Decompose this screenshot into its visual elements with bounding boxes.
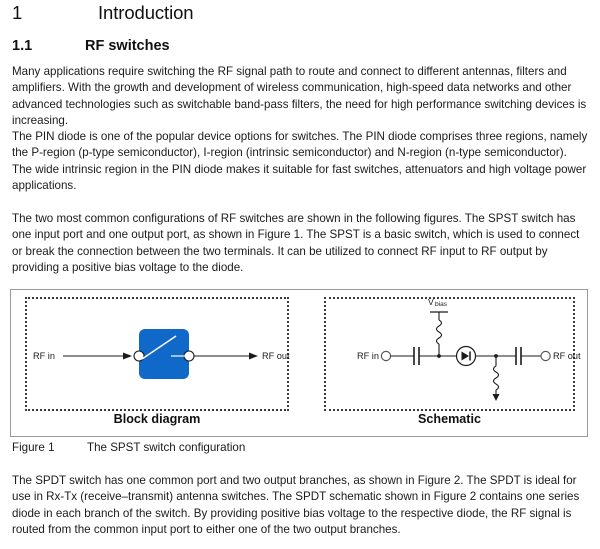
heading-1-title: Introduction [98,2,194,23]
schematic-output-label: RF out [553,351,581,361]
figure-caption-text: The SPST switch configuration [87,441,246,454]
panel-caption-block-diagram: Block diagram [113,412,201,426]
heading-1 [12,2,572,24]
heading-1-1 [12,38,572,54]
panel-caption-schematic: Schematic [418,412,481,426]
schematic-input-label: RF in [357,351,379,361]
figure-caption [12,441,245,454]
heading-1-1-title: RF switches [85,38,170,54]
figure-1-container [10,289,588,437]
block-output-label: RF out [262,351,290,361]
paragraph-4: The SPDT switch has one common port and two output branches, as shown in Figure 2. The SPDT is ideal for use in Rx-Tx (receive–transmit) antenna switches. The SPDT schematic shown in Figure 2 contains one series diode in each branch of the switch. By providing positive bias voltage to the respective diode, the RF signal is routed from the common input port to either one of the two output branches. [12,474,580,536]
block-diagram-drawing [11,290,311,420]
vbias-subscript: bias [435,301,448,308]
heading-1-number: 1 [12,2,23,23]
paragraph-3: The two most common configurations of RF switches are shown in the following figures. The SPST switch has one input port and one output port, as shown in Figure 1. The SPST is a basic switch, which is used to connect or break the connection between the two terminals. It can be utilized to connect RF input to RF output by providing a positive bias voltage to the diode. [12,212,580,274]
figure-caption-label: Figure 1 [12,441,55,454]
paragraph-2: The PIN diode is one of the popular device options for switches. The PIN diode comprises three regions, namely the P-region (p-type semiconductor), I-region (intrinsic semiconductor) and N-region (n-type semiconductor). The wide intrinsic region in the PIN diode makes it suitable for fast switches, attenuators and high voltage power applications. [12,130,588,192]
paragraph-1: Many applications require switching the RF signal path to route and connect to different antennas, filters and amplifiers. With the growth and development of wireless communication, high-speed data networks and other advanced technologies such as switchable band-pass filters, the need for high performance switching devices is increasing. [12,65,587,127]
schematic-drawing [316,290,586,420]
block-input-label: RF in [33,351,55,361]
heading-1-1-number: 1.1 [12,38,33,54]
vbias-label: V [428,297,434,307]
